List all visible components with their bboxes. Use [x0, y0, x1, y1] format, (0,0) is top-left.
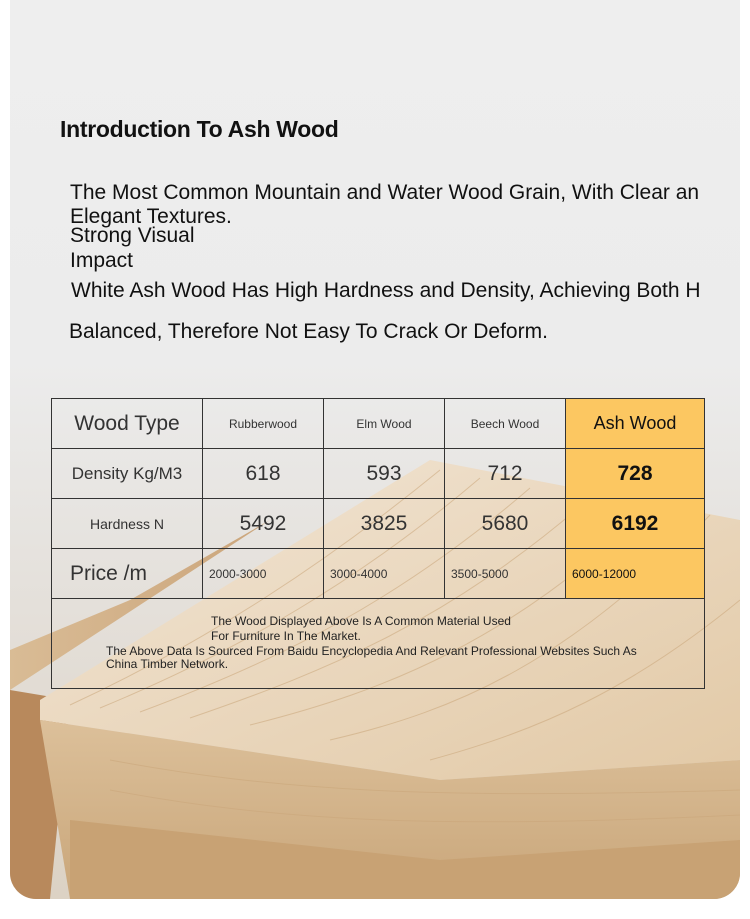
table-row: [52, 449, 705, 499]
table-cell: 593: [324, 449, 445, 499]
table-cell-highlight: 6192: [566, 499, 705, 549]
table-cell: 712: [445, 449, 566, 499]
table-row: [52, 499, 705, 549]
header-ash-wood: Ash Wood: [566, 399, 705, 449]
table-cell: 618: [203, 449, 324, 499]
header-beech-wood: Beech Wood: [445, 399, 566, 449]
row-label-hardness: Hardness N: [52, 499, 203, 549]
header-wood-type: Wood Type: [52, 399, 203, 449]
table-cell-highlight: 6000-12000: [566, 549, 705, 599]
table-cell: 3000-4000: [324, 549, 445, 599]
table-cell: 3825: [324, 499, 445, 549]
intro-line-1: The Most Common Mountain and Water Wood Grain, With Clear an: [70, 181, 700, 204]
note-line-1: The Wood Displayed Above Is A Common Material Used: [211, 614, 511, 628]
note-line-2: For Furniture In The Market.: [211, 629, 361, 643]
intro-line-2: Elegant Textures.: [70, 205, 232, 228]
note-line-4: China Timber Network.: [106, 657, 229, 671]
table-row: [52, 549, 705, 599]
table-cell: 3500-5000: [445, 549, 566, 599]
header-elm-wood: Elm Wood: [324, 399, 445, 449]
note-line-3: The Above Data Is Sourced From Baidu Encyclopedia And Relevant Professional Websites Such As: [106, 644, 637, 658]
intro-line-4: Impact: [70, 249, 134, 272]
table-cell: 5680: [445, 499, 566, 549]
intro-line-3: Strong Visual: [70, 224, 195, 247]
intro-line-6: Balanced, Therefore Not Easy To Crack Or Deform.: [69, 320, 548, 343]
page-title: Introduction To Ash Wood: [60, 116, 339, 142]
header-rubberwood: Rubberwood: [203, 399, 324, 449]
intro-line-5: White Ash Wood Has High Hardness and Density, Achieving Both H: [71, 279, 701, 302]
table-cell: 5492: [203, 499, 324, 549]
table-cell-highlight: 728: [566, 449, 705, 499]
table-cell: 2000-3000: [203, 549, 324, 599]
row-label-density: Density Kg/M3: [52, 449, 203, 499]
row-label-price: Price /m: [52, 549, 203, 599]
table-header-row: [52, 399, 705, 449]
